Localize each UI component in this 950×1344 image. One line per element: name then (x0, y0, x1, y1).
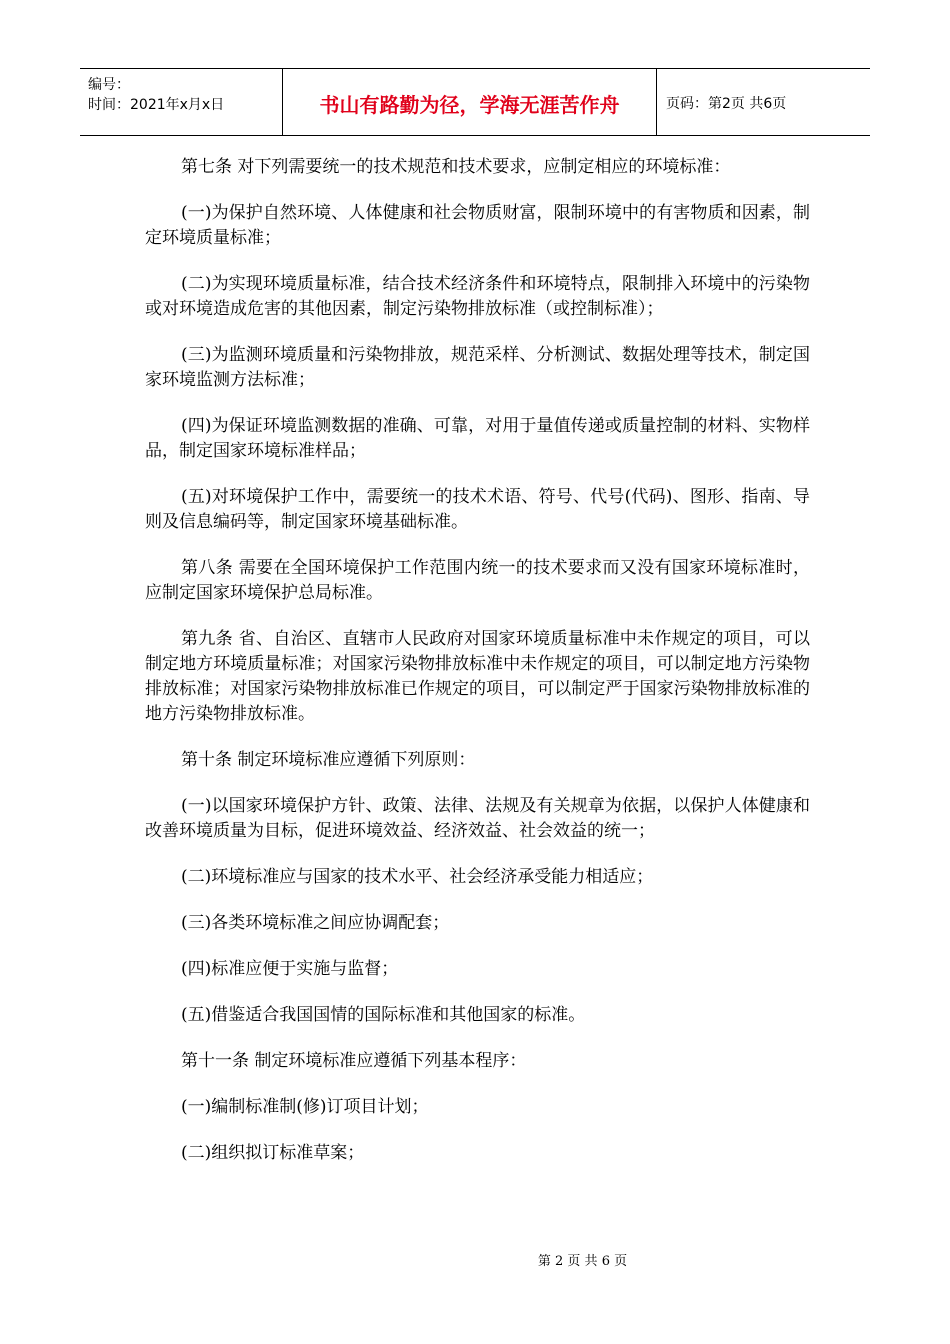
number-label: 编号： (88, 77, 130, 93)
page-info-cell (657, 69, 870, 135)
page-info-text: 页码：第2页 共6页 (666, 96, 787, 112)
paragraph: (三)各类环境标准之间应协调配套； (181, 913, 450, 933)
paragraph: (四)标准应便于实施与监督； (181, 959, 399, 979)
paragraph: (二)环境标准应与国家的技术水平、社会经济承受能力相适应； (181, 867, 654, 887)
paragraph: 第七条 对下列需要统一的技术规范和技术要求，应制定相应的环境标准： (181, 157, 731, 177)
paragraph: (四)为保证环境监测数据的准确、可靠，对用于量值传递或质量控制的材料、实物样品，制定国家环境标准样品； (145, 416, 810, 461)
paragraph: 第九条 省、自治区、直辖市人民政府对国家环境质量标准中未作规定的项目，可以制定地方环境质量标准；对国家污染物排放标准中未作规定的项目，可以制定地方污染物排放标准；对国家污染物排放标准已作规定的项目，可以制定严于国家污染物排放标准的地方污染物排放标准。 (145, 629, 810, 724)
paragraph: 第十一条 制定环境标准应遵循下列基本程序： (181, 1051, 527, 1071)
footer-page-number: 第 2 页 共 6 页 (537, 1254, 628, 1269)
header-meta-cell (80, 69, 283, 135)
page-footer (0, 1250, 950, 1269)
paragraph: (一)编制标准制(修)订项目计划； (181, 1097, 429, 1117)
paragraph: (三)为监测环境质量和污染物排放，规范采样、分析测试、数据处理等技术，制定国家环境监测方法标准； (145, 345, 810, 390)
paragraph: 第十条 制定环境标准应遵循下列原则： (181, 750, 476, 770)
paragraph: (二)为实现环境质量标准，结合技术经济条件和环境特点，限制排入环境中的污染物或对环境造成危害的其他因素，制定污染物排放标准（或控制标准）； (145, 274, 810, 319)
motto-text: 书山有路勤为径，学海无涯苦作舟 (319, 92, 620, 117)
paragraph: (一)以国家环境保护方针、政策、法律、法规及有关规章为依据，以保护人体健康和改善环境质量为目标，促进环境效益、经济效益、社会效益的统一； (145, 796, 810, 841)
paragraph: (二)组织拟订标准草案； (181, 1143, 365, 1163)
paragraph: (五)借鉴适合我国国情的国际标准和其他国家的标准。 (181, 1005, 586, 1025)
header-table (80, 68, 870, 136)
document-body (145, 155, 810, 1187)
paragraph: 第八条 需要在全国环境保护工作范围内统一的技术要求而又没有国家环境标准时，应制定国家环境保护总局标准。 (145, 558, 810, 603)
motto-cell (283, 69, 657, 135)
paragraph: (一)为保护自然环境、人体健康和社会物质财富，限制环境中的有害物质和因素，制定环境质量标准； (145, 203, 810, 248)
paragraph: (五)对环境保护工作中，需要统一的技术术语、符号、代号(代码)、图形、指南、导则及信息编码等，制定国家环境基础标准。 (145, 487, 810, 532)
time-label: 时间：2021年x月x日 (88, 97, 225, 113)
